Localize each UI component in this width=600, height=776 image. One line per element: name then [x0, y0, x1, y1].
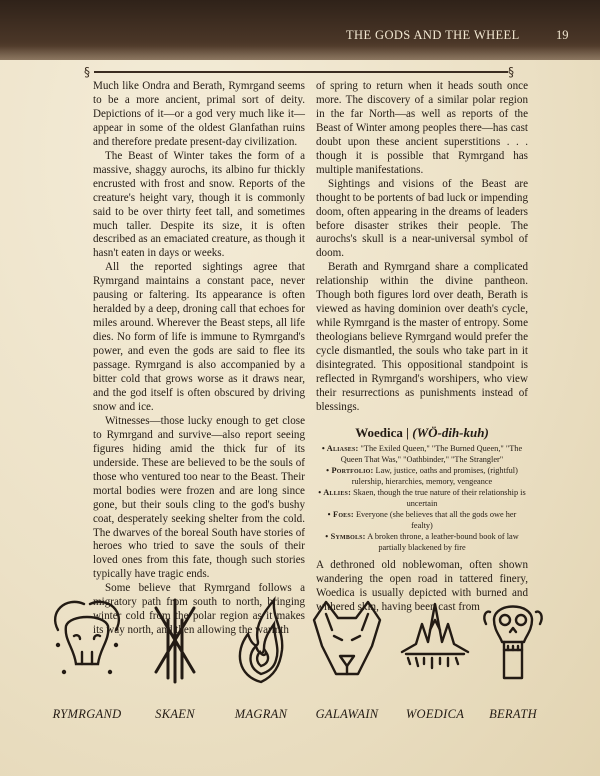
paragraph: Some believe that Rymrgand follows a migratory path from south to north, bringing winter cold from the polar region as it makes its way north, and then allowing the warmth: [93, 582, 305, 637]
symbol-label: RYMRGAND: [52, 707, 122, 721]
deity-attribute-allies: [316, 487, 528, 509]
left-column: [93, 80, 305, 638]
flame-icon: [218, 590, 304, 690]
scroll-ornament-icon: §: [508, 65, 514, 79]
paragraph: Much like Ondra and Berath, Rymrgand seems to be a more ancient, primal sort of deity. Depictions of it—or a god very much like it—appear in some of the oldest Glanfathan ruins and therefore predate present-day civilization.: [93, 80, 305, 148]
top-ornament-rule: [86, 66, 516, 78]
paragraph: Berath and Rymrgand share a complicated relationship within the divine pantheon. Though both figures lord over death, Berath is viewed as having dominion over death's cycle, while Rymrgand is the master of entropy. Some theologians believe Rymrgand would prefer the cycle dismantled, the souls who take part in it disintegrated. This oppositional standpoint is reflected in Rymrgand's worshipers, who view their resurrections as punishments instead of blessings.: [316, 261, 528, 413]
symbol-label: MAGRAN: [234, 707, 288, 721]
deity-entry: [316, 425, 528, 615]
rule-line: [94, 71, 508, 73]
symbol-magran: [218, 590, 304, 730]
scroll-ornament-icon: §: [84, 65, 90, 79]
attribute-value: "The Exiled Queen," "The Burned Queen," "The Queen That Was," "Oathbinder," "The Strangler": [340, 443, 523, 464]
broken-crown-icon: [392, 590, 478, 690]
skull-icon: [470, 590, 556, 690]
deity-attributes: [316, 443, 528, 553]
paragraph: All the reported sightings agree that Rymrgand maintains a constant pace, never pausing or faltering. Its appearance is often heralded by a deep, droning call that echoes for miles around. Wherever the Beast steps, all life dies. No form of life is immune to Rymrgand's power, and even the gods are said to flee its passage. Rymrgand is also accompanied by a bitter cold that grows worse as it draws near, and the god itself is often obscured by driving snow and ice.: [93, 261, 305, 413]
paragraph: A dethroned old noblewoman, often shown wandering the open road in tattered finery, Woedica is usually depicted with burned and withered skin, having been cast from: [316, 558, 528, 613]
page-number: 19: [556, 28, 569, 42]
deity-heading: [316, 425, 528, 441]
symbol-rymrgand: [44, 590, 130, 730]
right-column: [316, 80, 528, 615]
paragraph: of spring to return when it heads south once more. The discovery of a similar polar region in the far North—as well as reports of the Beast of Winter among peoples there—has cast doubt upon these ancient superstitions . . . though it is possible that Rymrgand has multiple manifestations.: [316, 80, 528, 176]
deity-symbols-row: [40, 590, 560, 730]
header-bar: [0, 0, 600, 60]
deity-separator: |: [402, 424, 413, 440]
attribute-value: A broken throne, a leather-bound book of law partially blackened by fire: [365, 531, 519, 552]
symbol-berath: [470, 590, 556, 730]
symbol-label: GALAWAIN: [315, 707, 379, 721]
attribute-key: • Foes:: [327, 509, 354, 519]
symbol-skaen: [132, 590, 218, 730]
aurochs-skull-icon: [44, 590, 130, 680]
symbol-label: SKAEN: [155, 707, 195, 721]
paragraph: Witnesses—those lucky enough to get close to Rymrgand and survive—also report seeing figures hiding amid the thick fur of its underside. These are believed to be the souls of those who ventured too near to the Beast. Their mortal bodies were frozen and are long since gone, but their souls cling to the god's bushy coat, desperately seeking shelter from the cold. The dwarves of the boreal South have stories of heroes who tried to save the souls of their loved ones from this fate, though such stories typically have tragic ends.: [93, 414, 305, 581]
attribute-value: Law, justice, oaths and promises, (rightful) rulership, hierarchies, memory, vengeance: [351, 465, 518, 486]
beast-head-icon: [304, 590, 390, 690]
attribute-key: • Symbols:: [325, 531, 366, 541]
paragraph: The Beast of Winter takes the form of a massive, shaggy aurochs, its albino fur thickly encrusted with frost and snow. Reports of the creature's height vary, though it is commonly said to be over thirty feet tall, and sometimes much taller. Despite its size, it is often described as an emaciated creature, as though it hasn't eaten in days or weeks.: [93, 149, 305, 260]
attribute-key: • Portfolio:: [326, 465, 374, 475]
attribute-value: Everyone (she believes that all the gods owe her fealty): [353, 509, 517, 530]
deity-attribute-foes: [316, 509, 528, 531]
attribute-key: • Aliases:: [321, 443, 359, 453]
deity-attribute-aliases: [316, 443, 528, 465]
crossed-blades-icon: [132, 590, 218, 690]
deity-name: Woedica: [355, 424, 403, 440]
symbol-galawain: [304, 590, 390, 730]
deity-attribute-portfolio: [316, 465, 528, 487]
symbol-label: WOEDICA: [405, 707, 465, 721]
paragraph: Sightings and visions of the Beast are thought to be portents of bad luck or impending doom, often appearing in the dreams of leaders before disaster strikes their people. The aurochs's skull is a near-universal symbol of doom.: [316, 177, 528, 260]
deity-pronunciation: (WÖ-dih-kuh): [412, 424, 489, 440]
chapter-title: THE GODS AND THE WHEEL: [346, 28, 520, 42]
symbol-woedica: [392, 590, 478, 730]
symbol-label: BERATH: [489, 707, 537, 721]
attribute-key: • Allies:: [318, 487, 352, 497]
attribute-value: Skaen, though the true nature of their relationship is uncertain: [351, 487, 526, 508]
deity-attribute-symbols: [316, 531, 528, 553]
